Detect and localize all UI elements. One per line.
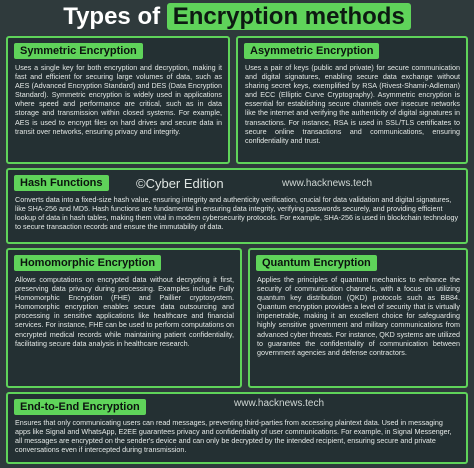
watermark-site-bottom: www.hacknews.tech: [234, 398, 325, 409]
card-heading: Asymmetric Encryption: [244, 43, 379, 59]
card-quantum-encryption: [248, 248, 468, 388]
card-heading: Quantum Encryption: [256, 255, 377, 271]
card-text: Uses a single key for both encryption and decryption, making it fast and efficient for securing large volumes of data, such as AES (Advanced Encryption Standard) and DES (Data Encryption Standard). Symmetric encryption is widely used in applications where speed and performance are critical, such as in data storage and transmission within closed systems. For example, AES is used to encrypt files on hard drives and secure data in transit over networks, ensuring privacy and integrity.: [15, 63, 222, 136]
watermark-edition: ©Cyber Edition: [136, 176, 224, 191]
card-text: Converts data into a fixed-size hash value, ensuring integrity and authenticity verification, crucial for data validation and digital signatures, like SHA-256 and MD5. Hash functions are fundamental in ensuring data integrity, verifying passwords securely, and providing efficient lookup of data in hash tables, making them vital in modern cybersecurity protocols. For example, SHA-256 is used in blockchain technology to secure transaction records and ensure the immutability of data.: [15, 195, 459, 232]
card-asymmetric-encryption: [236, 36, 468, 164]
card-heading: Symmetric Encryption: [14, 43, 143, 59]
page-title: [0, 0, 474, 40]
card-hash-functions: [6, 168, 468, 244]
card-heading: Hash Functions: [14, 175, 109, 191]
watermark-site-top: www.hacknews.tech: [282, 178, 373, 189]
card-homomorphic-encryption: [6, 248, 242, 388]
card-text: Uses a pair of keys (public and private) for secure communication and digital signatures, enabling secure data exchange without sharing secret keys, exemplified by RSA (Rivest-Shamir-Adleman) and ECC (Elliptic Curve Cryptography). Asymmetric encryption is essential for establishing secure channels over insecure networks like the internet and verifying the authenticity of digital signatures in transactions. For instance, RSA is used in SSL/TLS certificates to secure online transactions and communications, ensuring confidentiality and trust.: [245, 63, 460, 145]
card-text: Applies the principles of quantum mechanics to enhance the security of communication channels, with a focus on utilizing quantum key distribution (QKD) protocols such as BB84. Quantum encryption provides a level of security that is virtually impenetrable, making it an excellent choice for safeguarding highly sensitive government and military communications from advanced cyber threats. For instance, QKD systems are utilized to guarantee the confidentiality of communication between government agencies and defense contractors.: [257, 275, 460, 357]
card-text: Ensures that only communicating users can read messages, preventing third-parties from accessing plaintext data. Used in messaging apps like Signal and WhatsApp, E2EE guarantees privacy and confidentiality of user communications. For example, in Signal Messenger, all messages are encrypted on the sender's device and can only be decrypted by the intended recipient, ensuring secure and private conversations even if intercepted during transmission.: [15, 418, 452, 455]
card-symmetric-encryption: [6, 36, 230, 164]
page-title-part1: Types of: [63, 3, 161, 30]
card-text: Allows computations on encrypted data without decrypting it first, preserving data privacy during processing. Examples include Fully Homomorphic Encryption (FHE) and Paillier cryptosystem. Homomorphic encryption enables secure data outsourcing and processing in sensitive applications like healthcare and financial services. For instance, FHE can be used to perform computations on encrypted medical records while maintaining patient confidentiality, facilitating secure data analysis in healthcare research.: [15, 275, 234, 348]
card-heading: End-to-End Encryption: [14, 399, 146, 415]
page-title-highlight: Encryption methods: [167, 3, 411, 30]
card-heading: Homomorphic Encryption: [14, 255, 161, 271]
